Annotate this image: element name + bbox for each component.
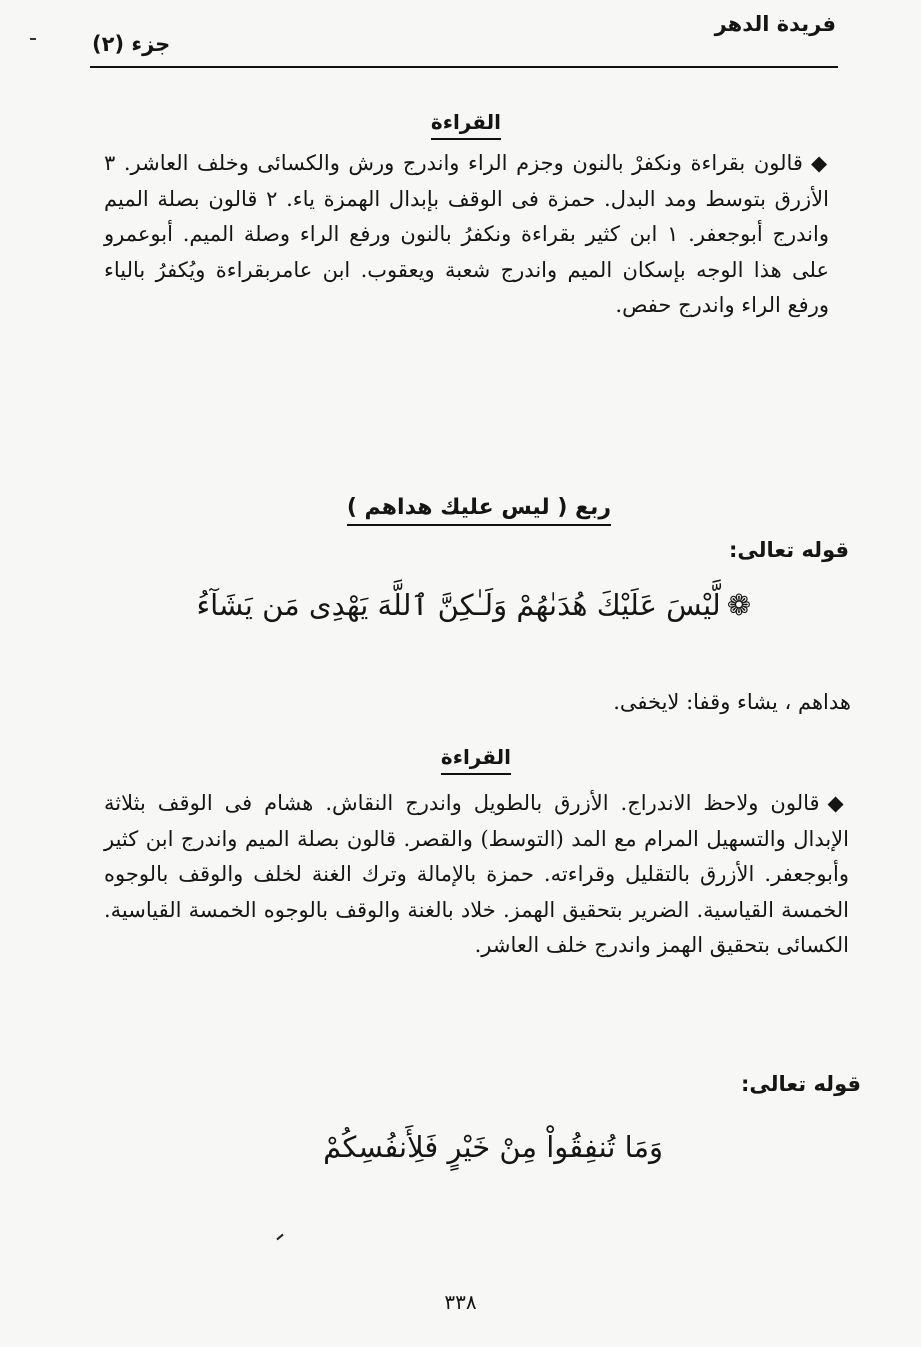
- diamond-bullet-icon: ◆: [810, 151, 829, 175]
- header-rule: [90, 66, 838, 68]
- quran-verse-2: وَمَا تُنفِقُواْ مِنْ خَيْرٍ فَلِأَنفُسِكُمْ: [323, 1130, 663, 1164]
- section-heading-qiraah-1: [431, 110, 501, 134]
- running-header-title: فريدة الدهر: [714, 12, 836, 36]
- verse-intro-2: قوله تعالى:: [740, 1072, 861, 1096]
- rub-title-text: ربع ( ليس عليك هداهم ): [347, 495, 611, 526]
- paragraph-text: قالون بقراءة ونكفرْ بالنون وجزم الراء واندرج ورش والكسائى وخلف العاشر. ٣ الأزرق بتوسط ومد البدل. حمزة فى الوقف بإبدال الهمزة ياء. ٢ قالون بصلة الميم واندرج أبوجعفر. ١ ابن كثير بقراءة ونكفرُ بالنون ورفع الراء وصلة الميم. أبوعمرو على هذا الوجه بإسكان الميم واندرج شعبة ويعقوب. ابن عامربقراءة ويُكفرُ بالياء ورفع الراء واندرج حفص.: [104, 151, 829, 317]
- section-heading-qiraah-2: [441, 745, 511, 769]
- heading-text: القراءة: [431, 110, 501, 140]
- running-header-part: جزء (٢): [92, 32, 171, 56]
- scan-mark: [276, 1234, 283, 1241]
- waqf-note: هداهم ، يشاء وقفا: لايخفى.: [613, 690, 851, 714]
- verse-intro-1: قوله تعالى:: [728, 538, 849, 562]
- qiraah-paragraph-2: [104, 786, 849, 964]
- heading-text: القراءة: [441, 745, 511, 775]
- rub-title: [347, 495, 611, 520]
- diamond-bullet-icon: ◆: [827, 791, 850, 815]
- paragraph-text: قالون ولاحظ الاندراج. الأزرق بالطويل واندرج النقاش. هشام فى الوقف بثلاثة الإبدال والتسهيل المرام مع المد (التوسط) والقصر. قالون بصلة الميم واندرج ابن كثير وأبوجعفر. الأزرق بالتقليل وقراءته. حمزة بالإمالة وترك الغنة لخلف والوقف بالوجوه الخمسة القياسية. الضرير بتحقيق الهمز. خلاد بالغنة والوقف بالوجوه الخمسة القياسية. الكسائى بتحقيق الهمز واندرج خلف العاشر.: [104, 791, 849, 957]
- qiraah-paragraph-1: [104, 146, 829, 324]
- scan-speck: [30, 38, 36, 40]
- quran-verse-1: [196, 588, 751, 622]
- page-number: ٣٣٨: [444, 1290, 477, 1314]
- verse-text: لَّيْسَ عَلَيْكَ هُدَىٰهُمْ وَلَـٰكِنَّ ٱللَّهَ يَهْدِى مَن يَشَآءُ: [196, 588, 721, 622]
- verse-ornament-icon: ❁: [726, 588, 751, 622]
